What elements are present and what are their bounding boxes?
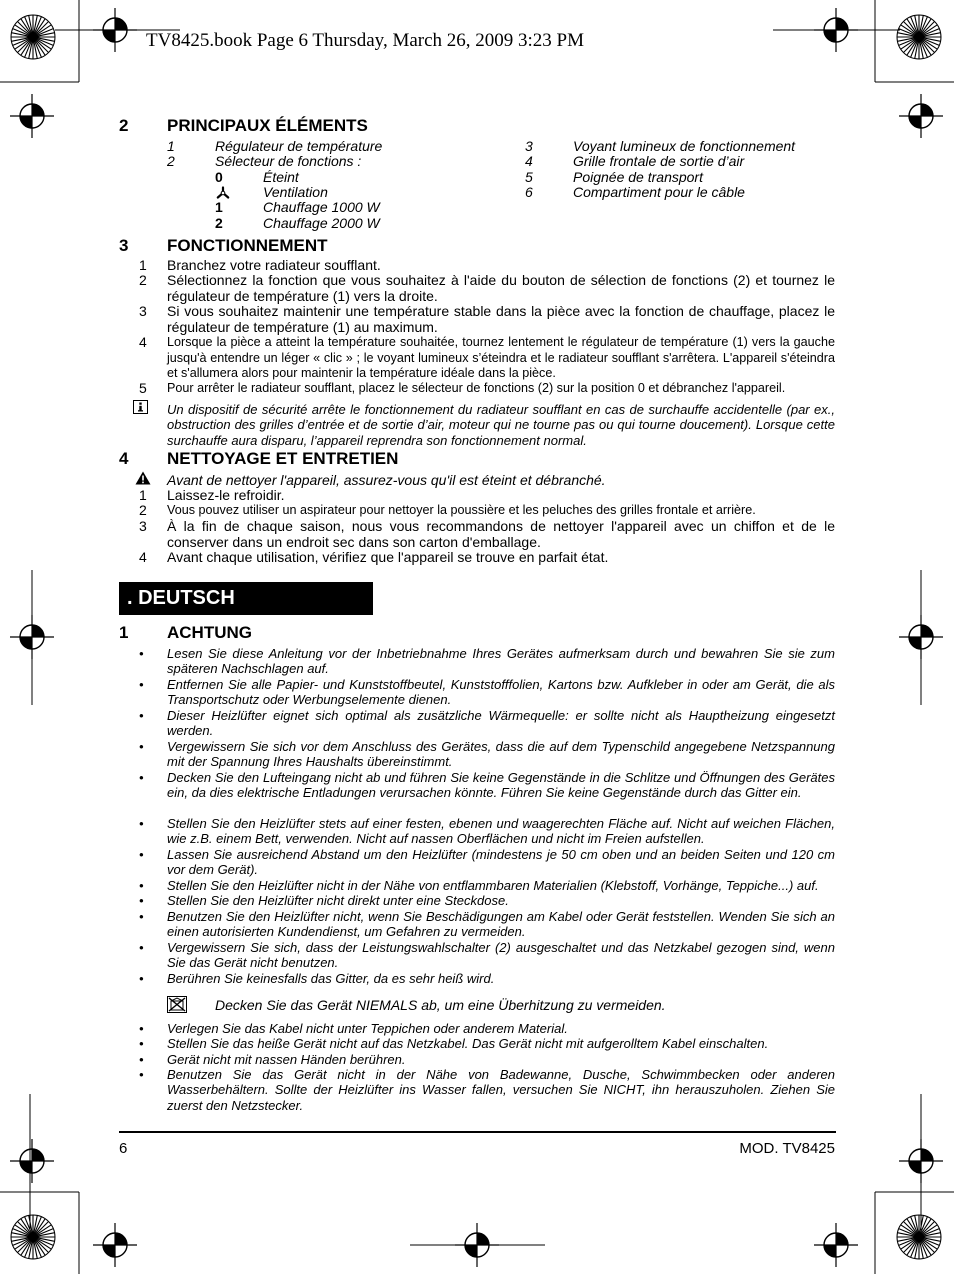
list-item: Grille frontale de sortie d’air (573, 153, 745, 169)
bullet-mark: • (139, 847, 144, 862)
warning-text: Avant de nettoyer l'appareil, assurez-vous qu'il est éteint et débranché. (167, 472, 606, 488)
list-number: 2 (139, 272, 147, 288)
mode-number: 0 (215, 169, 223, 185)
bullet-mark: • (139, 739, 144, 754)
bullet-mark: • (139, 1021, 144, 1036)
section-title: ACHTUNG (167, 623, 252, 642)
bullet-mark: • (139, 646, 144, 661)
list-number: 1 (139, 257, 147, 273)
bullet-mark: • (139, 1067, 144, 1083)
section-number: 4 (119, 449, 129, 468)
bullet-text: Benutzen Sie das Gerät nicht in der Nähe von Badewanne, Dusche, Schwimmbecken oder anderen Wasserbehältern. Sollte der Heizlüfter ins Wasser fallen, versuchen Sie NICHT, ihn herauszuholen. Ziehen Sie zuerst den Netzstecker. (167, 1067, 835, 1113)
list-number: 1 (167, 138, 175, 154)
list-item: Sélecteur de fonctions : (215, 153, 362, 169)
bullet-mark: • (139, 816, 144, 831)
list-number: 4 (525, 153, 533, 169)
list-item: Voyant lumineux de fonctionnement (573, 138, 796, 154)
list-number: 4 (139, 334, 147, 350)
list-item: Branchez votre radiateur soufflant. (167, 257, 381, 273)
page-number: 6 (119, 1140, 128, 1157)
print-header: TV8425.book Page 6 Thursday, March 26, 2009 3:23 PM (146, 30, 585, 51)
list-item: À la fin de chaque saison, nous vous recommandons de nettoyer l'appareil avec un chiffon et de le conserver dans un endroit sec dans son carton d'emballage. (167, 518, 835, 550)
mode-label: Éteint (263, 169, 299, 185)
bullet-text: Verlegen Sie das Kabel nicht unter Teppichen oder anderem Material. (167, 1021, 568, 1036)
warning-text: Decken Sie das Gerät NIEMALS ab, um eine Überhitzung zu vermeiden. (215, 997, 666, 1013)
list-number: 3 (139, 518, 147, 534)
section-title: FONCTIONNEMENT (167, 236, 328, 255)
bullet-mark: • (139, 677, 144, 692)
footer-rule (119, 1131, 836, 1133)
section-number: 1 (119, 623, 129, 642)
model-number: MOD. TV8425 (739, 1140, 835, 1157)
bullet-mark: • (139, 939, 144, 955)
list-number: 5 (139, 380, 147, 396)
list-number: 2 (139, 502, 147, 518)
starburst-mark (11, 1215, 55, 1259)
bullet-text: Dieser Heizlüfter eignet sich optimal als zusätzliche Wärmequelle: er sollte nicht als Hauptheizung eingesetzt werden. (167, 708, 835, 739)
section-title: PRINCIPAUX ÉLÉMENTS (167, 116, 368, 135)
warning-icon (135, 471, 151, 485)
no-cover-icon (167, 996, 187, 1013)
section-number: 2 (119, 116, 129, 135)
starburst-mark (11, 15, 55, 59)
list-item: Poignée de transport (573, 169, 703, 185)
bullet-mark: • (139, 708, 144, 723)
section-title: NETTOYAGE ET ENTRETIEN (167, 449, 399, 468)
list-item: Compartiment pour le câble (573, 184, 745, 200)
bullet-mark: • (139, 770, 144, 785)
bullet-text: Lassen Sie ausreichend Abstand um den Heizlüfter (mindestens je 50 cm oben und an beiden Seiten und 120 cm vor dem Gerät). (167, 847, 835, 878)
bullet-text: Stellen Sie den Heizlüfter nicht in der Nähe von entflammbaren Materialien (Klebstoff, Vorhänge, Teppiche...) auf. (167, 878, 819, 893)
list-item: Régulateur de température (215, 138, 383, 154)
mode-label: Chauffage 2000 W (263, 215, 380, 231)
bullet-text: Stellen Sie das heiße Gerät nicht auf das Netzkabel. Das Gerät nicht mit aufgerolltem Kabel einschalten. (167, 1036, 769, 1052)
bullet-text: Gerät nicht mit nassen Händen berühren. (167, 1051, 406, 1067)
list-number: 3 (139, 303, 147, 319)
list-number: 1 (139, 487, 147, 503)
bullet-mark: • (139, 908, 144, 924)
section-number: 3 (119, 236, 129, 255)
bullet-text: Lesen Sie diese Anleitung vor der Inbetriebnahme Ihres Gerätes aufmerksam durch und bewahren Sie sie zum späteren Nachschlagen auf. (167, 646, 835, 677)
list-number: 2 (167, 153, 175, 169)
starburst-mark (897, 15, 941, 59)
info-note: Un dispositif de sécurité arrête le fonctionnement du radiateur soufflant en cas de surchauffe accidentelle (par ex., obstruction des grilles d’entrée et de sortie d’air, moteur qui ne tourne pas ou qui tourne doucement). Lorsque cette surchauffe aura disparu, l’appareil reprendra son fonctionnement normal. (167, 402, 835, 448)
bullet-mark: • (139, 878, 144, 893)
bullet-mark: • (139, 970, 144, 986)
list-number: 5 (525, 169, 533, 185)
mode-number: 2 (215, 215, 223, 231)
list-item: Laissez-le refroidir. (167, 487, 285, 503)
info-icon (133, 400, 148, 414)
list-number: 3 (525, 138, 533, 154)
bullet-text: Vergewissern Sie sich, dass der Leistungswahlschalter (2) ausgeschaltet und das Netzkabel gezogen sind, wenn Sie das Gerät nicht benutzen. (167, 939, 835, 971)
bullet-text: Vergewissern Sie sich vor dem Anschluss des Gerätes, dass die auf dem Typenschild angegebene Netzspannung mit der Spannung Ihres Haushalts übereinstimmt. (167, 739, 835, 770)
list-item: Sélectionnez la fonction que vous souhaitez à l'aide du bouton de sélection de fonctions (2) et tournez le régulateur de température (1) vers la droite. (167, 272, 835, 304)
list-item: Vous pouvez utiliser un aspirateur pour nettoyer la poussière et les peluches des grilles frontale et arrière. (167, 503, 756, 517)
mode-label: Chauffage 1000 W (263, 199, 380, 215)
fan-icon (216, 186, 230, 200)
bullet-text: Stellen Sie den Heizlüfter nicht direkt unter eine Steckdose. (167, 893, 509, 909)
bullet-text: Benutzen Sie den Heizlüfter nicht, wenn Sie Beschädigungen am Kabel oder Gerät feststellen. Wenden Sie sich an einen autorisierten Kundendienst, um Gefahren zu vermeiden. (167, 908, 835, 940)
mode-label: Ventilation (263, 184, 328, 200)
list-number: 4 (139, 549, 147, 565)
mode-number: 1 (215, 199, 223, 215)
bullet-text: Entfernen Sie alle Papier- und Kunststoffbeutel, Kunststofffolien, Kartons bzw. Aufkleber in oder am Gerät, die als Transportschutz oder Werbungselemente dienen. (167, 677, 835, 708)
bullet-text: Stellen Sie den Heizlüfter stets auf einer festen, ebenen und waagerechten Fläche auf. Nicht auf weichen Flächen, wie z.B. einem Bett, verwenden. Nicht auf nassen Oberflächen und nicht im Freien aufstellen. (167, 816, 835, 847)
bullet-mark: • (139, 893, 144, 909)
list-item: Lorsque la pièce a atteint la température souhaitée, tournez lentement le régulateur de température (1) vers la gauche jusqu'à entendre un léger « clic » ; le voyant lumineux s’éteindra et le radiateur soufflant s'arrêtera. L'appareil s'éteindra et s'allumera alors pour maintenir la température idéale dans la pièce. (167, 335, 835, 380)
list-item: Pour arrêter le radiateur soufflant, placez le sélecteur de fonctions (2) sur la position 0 et débranchez l'appareil. (167, 381, 786, 395)
bullet-text: Berühren Sie keinesfalls das Gitter, da es sehr heiß wird. (167, 970, 495, 986)
list-item: Avant chaque utilisation, vérifiez que l'appareil se trouve en parfait état. (167, 549, 609, 565)
list-item: Si vous souhaitez maintenir une température stable dans la pièce avec la fonction de chauffage, placez le régulateur de température (1) au maximum. (167, 303, 835, 335)
list-number: 6 (525, 184, 533, 200)
starburst-mark (897, 1215, 941, 1259)
bullet-mark: • (139, 1036, 144, 1052)
bullet-mark: • (139, 1051, 144, 1067)
bullet-text: Decken Sie den Lufteingang nicht ab und führen Sie keine Gegenstände in die Schlitze und Öffnungen des Gerätes ein, da dies elektrische Entladungen verursachen könnte. Führen Sie keine Gegenstände durch das Gitter ein. (167, 770, 835, 801)
language-heading: . DEUTSCH (119, 582, 373, 615)
